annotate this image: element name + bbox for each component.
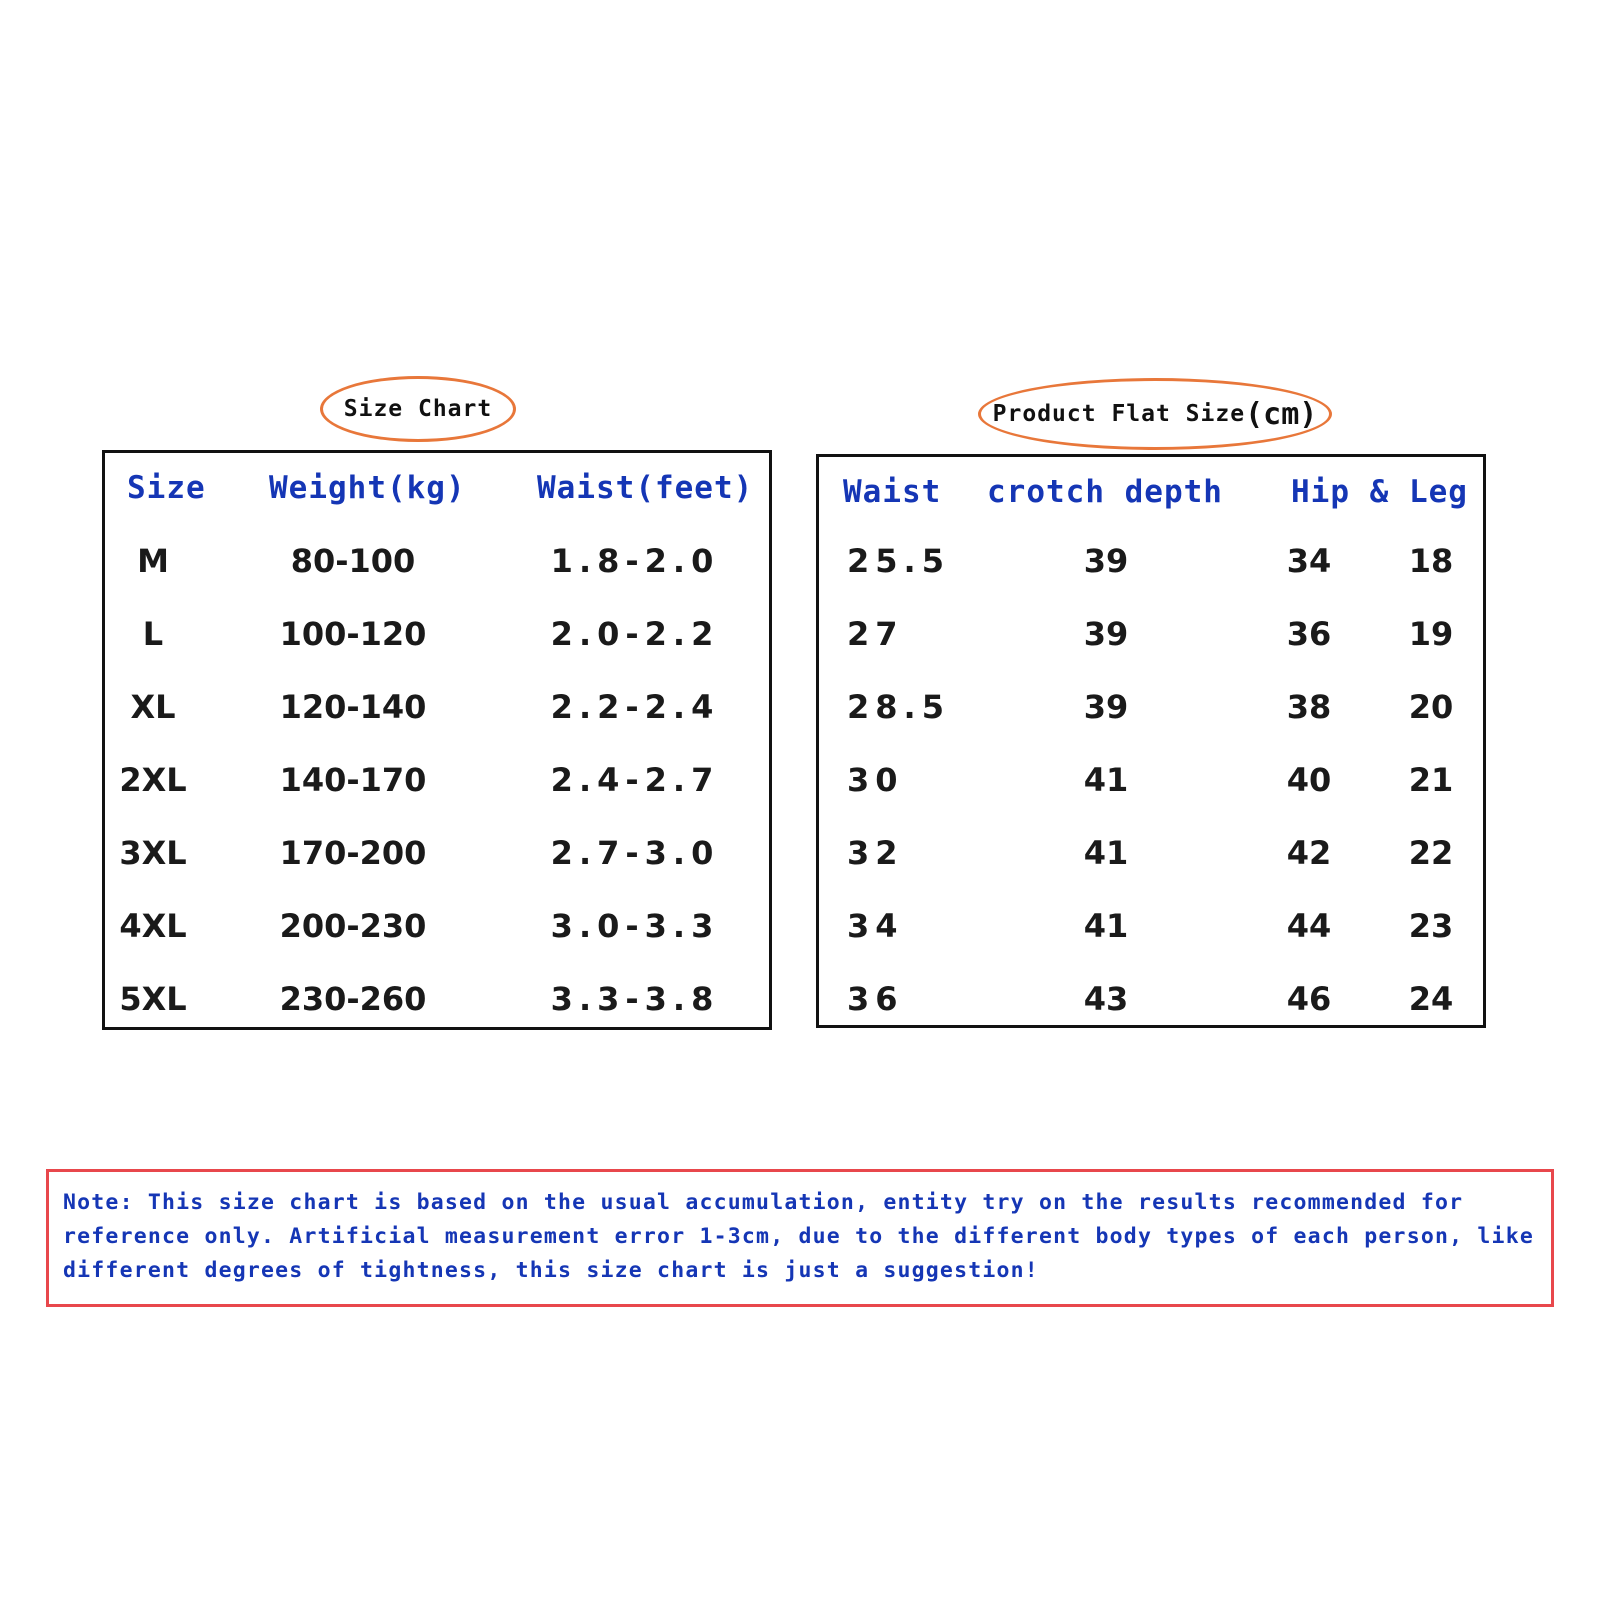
waist-cell: 25.5 xyxy=(847,542,950,580)
waist-feet-cell: 1.8-2.0 xyxy=(550,542,720,580)
flat-size-table xyxy=(816,454,1486,1028)
crotch-depth-cell: 41 xyxy=(1083,761,1129,799)
size-chart-table xyxy=(102,450,772,1030)
crotch-depth-cell: 39 xyxy=(1083,688,1129,726)
waist-feet-cell: 2.7-3.0 xyxy=(550,834,720,872)
waist-cell: 27 xyxy=(847,615,904,653)
size-cell: 4XL xyxy=(119,907,187,945)
hip-cell: 40 xyxy=(1286,761,1332,799)
leg-cell: 20 xyxy=(1408,688,1454,726)
flat-size-title: Product Flat Size xyxy=(992,401,1246,427)
weight-cell: 170-200 xyxy=(279,834,427,872)
size-cell: XL xyxy=(130,688,176,726)
size-cell: M xyxy=(137,542,169,580)
waist-cell: 32 xyxy=(847,834,904,872)
header-hip-leg: Hip & Leg xyxy=(1291,474,1468,510)
leg-cell: 18 xyxy=(1408,542,1454,580)
waist-feet-cell: 2.2-2.4 xyxy=(550,688,720,726)
crotch-depth-cell: 39 xyxy=(1083,542,1129,580)
waist-cell: 34 xyxy=(847,907,904,945)
hip-cell: 34 xyxy=(1286,542,1332,580)
hip-cell: 46 xyxy=(1286,980,1332,1018)
weight-cell: 80-100 xyxy=(290,542,416,580)
weight-cell: 120-140 xyxy=(279,688,427,726)
weight-cell: 140-170 xyxy=(279,761,427,799)
weight-cell: 200-230 xyxy=(279,907,427,945)
size-cell: L xyxy=(142,615,164,653)
size-cell: 2XL xyxy=(119,761,187,799)
hip-cell: 44 xyxy=(1286,907,1332,945)
header-waist-feet: Waist(feet) xyxy=(537,470,754,506)
leg-cell: 19 xyxy=(1408,615,1454,653)
header-size: Size xyxy=(127,470,206,506)
waist-cell: 36 xyxy=(847,980,904,1018)
waist-feet-cell: 2.4-2.7 xyxy=(550,761,720,799)
waist-feet-cell: 3.0-3.3 xyxy=(550,907,720,945)
header-waist: Waist xyxy=(843,474,942,510)
crotch-depth-cell: 41 xyxy=(1083,907,1129,945)
flat-size-title-oval xyxy=(978,378,1332,450)
size-chart-title-oval xyxy=(320,376,516,442)
crotch-depth-cell: 39 xyxy=(1083,615,1129,653)
size-cell: 5XL xyxy=(119,980,187,1018)
leg-cell: 22 xyxy=(1408,834,1454,872)
crotch-depth-cell: 43 xyxy=(1083,980,1129,1018)
leg-cell: 21 xyxy=(1408,761,1454,799)
size-cell: 3XL xyxy=(119,834,187,872)
note-box xyxy=(46,1169,1554,1307)
weight-cell: 100-120 xyxy=(279,615,427,653)
hip-cell: 36 xyxy=(1286,615,1332,653)
note-text: Note: This size chart is based on the usual accumulation, entity try on the results recommended for reference only. Artificial measurement error 1-3cm, due to the different body types of each person, like different degrees of tightness, this size chart is just a suggestion! xyxy=(63,1190,1534,1283)
waist-feet-cell: 2.0-2.2 xyxy=(550,615,720,653)
header-weight: Weight(kg) xyxy=(269,470,466,506)
leg-cell: 23 xyxy=(1408,907,1454,945)
size-chart-title: Size Chart xyxy=(343,396,493,422)
hip-cell: 38 xyxy=(1286,688,1332,726)
crotch-depth-cell: 41 xyxy=(1083,834,1129,872)
hip-cell: 42 xyxy=(1286,834,1332,872)
header-crotch-depth: crotch depth xyxy=(987,474,1223,510)
weight-cell: 230-260 xyxy=(279,980,427,1018)
waist-cell: 30 xyxy=(847,761,904,799)
waist-feet-cell: 3.3-3.8 xyxy=(550,980,720,1018)
flat-size-title-unit: (cm) xyxy=(1245,396,1318,432)
waist-cell: 28.5 xyxy=(847,688,950,726)
leg-cell: 24 xyxy=(1408,980,1454,1018)
